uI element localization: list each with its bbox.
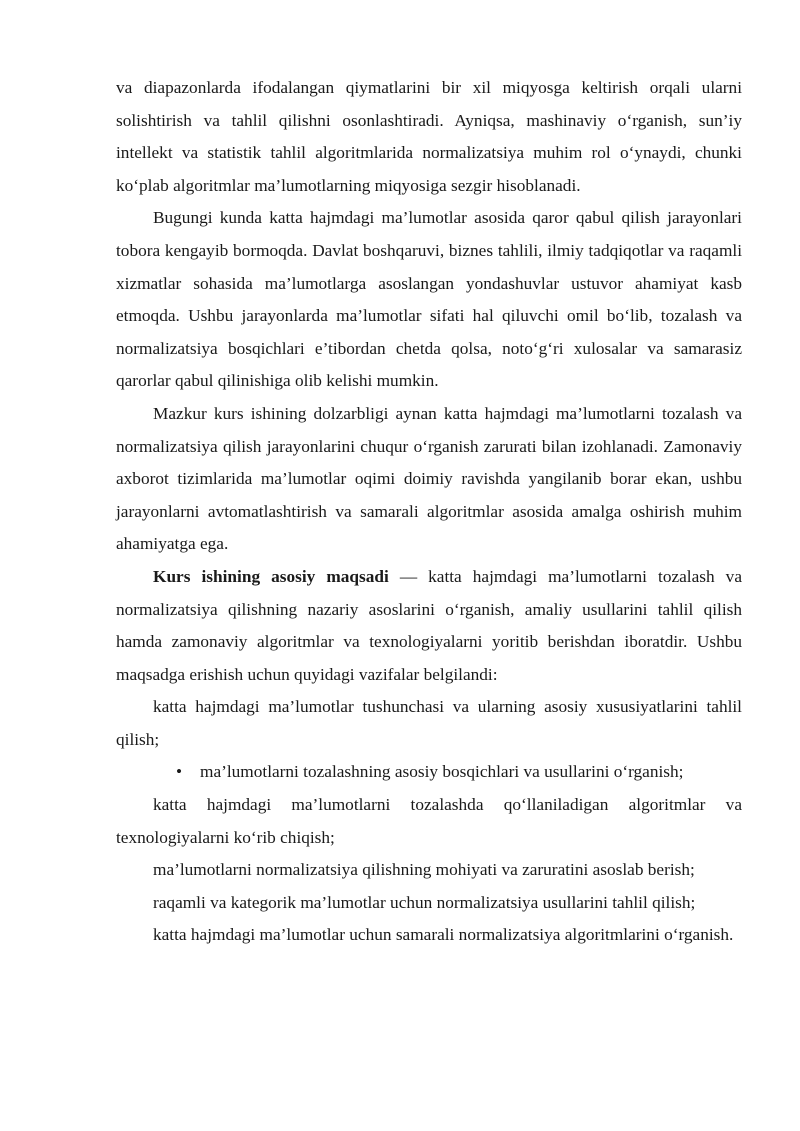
task-item-2	[116, 756, 742, 789]
document-body	[116, 72, 742, 952]
goal-heading: Kurs ishining asosiy maqsadi	[153, 566, 389, 586]
task-item-6: katta hajmdagi ma’lumotlar uchun samarali normalizatsiya algoritmlarini o‘rganish.	[153, 925, 734, 945]
task-item-2-text: ma’lumotlarni tozalashning asosiy bosqichlari va usullarini o‘rganish;	[200, 762, 684, 782]
paragraph-intro-continuation: va diapazonlarda ifodalangan qiymatlarini bir xil miqyosga keltirish orqali ularni solishtirish va tahlil qilishni osonlashtiradi. Ayniqsa, mashinaviy o‘rganish, sun’iy intellekt va statistik tahlil algoritmlarida normalizatsiya muhim rol o‘ynaydi, chunki ko‘plab algoritmlar ma’lumotlarning miqyosiga sezgir hisoblanadi.	[116, 78, 742, 195]
task-item-1: katta hajmdagi ma’lumotlar tushunchasi va ularning asosiy xususiyatlarini tahlil qilish;	[116, 697, 742, 749]
task-item-4: ma’lumotlarni normalizatsiya qilishning mohiyati va zaruratini asoslab berish;	[153, 860, 695, 880]
task-item-3: katta hajmdagi ma’lumotlarni tozalashda qo‘llaniladigan algoritmlar va texnologiyalarni ko‘rib chiqish;	[116, 795, 742, 847]
paragraph-goal	[116, 561, 742, 691]
paragraph-relevance: Mazkur kurs ishining dolzarbligi aynan katta hajmdagi ma’lumotlarni tozalash va normalizatsiya qilish jarayonlarini chuqur o‘rganish zarurati bilan izohlanadi. Zamonaviy axborot tizimlarida ma’lumotlar oqimi doimiy ravishda yangilanib borar ekan, ushbu jarayonlarni avtomatlashtirish va samarali algoritmlar asosida amalga oshirish muhim ahamiyatga ega.	[116, 403, 742, 554]
paragraph-context: Bugungi kunda katta hajmdagi ma’lumotlar asosida qaror qabul qilish jarayonlari tobora kengayib bormoqda. Davlat boshqaruvi, biznes tahlili, ilmiy tadqiqotlar va raqamli xizmatlar sohasida ma’lumotlarga asoslangan yondashuvlar ustuvor ahamiyat kasb etmoqda. Ushbu jarayonlarda ma’lumotlar sifati hal qiluvchi omil bo‘lib, tozalash va normalizatsiya bosqichlari e’tibordan chetda qolsa, noto‘g‘ri xulosalar va samarasiz qarorlar qabul qilinishiga olib kelishi mumkin.	[116, 208, 742, 391]
goal-text: — katta hajmdagi ma’lumotlarni tozalash va normalizatsiya qilishning nazariy asoslarini o‘rganish, amaliy usullarini tahlil qilish hamda zamonaviy algoritmlar va texnologiyalarni yoritib berishdan iboratdir. Ushbu maqsadga erishish uchun quyidagi vazifalar belgilandi:	[116, 566, 742, 684]
task-item-5: raqamli va kategorik ma’lumotlar uchun normalizatsiya usullarini tahlil qilish;	[153, 892, 696, 912]
bullet-icon: •	[176, 762, 183, 782]
